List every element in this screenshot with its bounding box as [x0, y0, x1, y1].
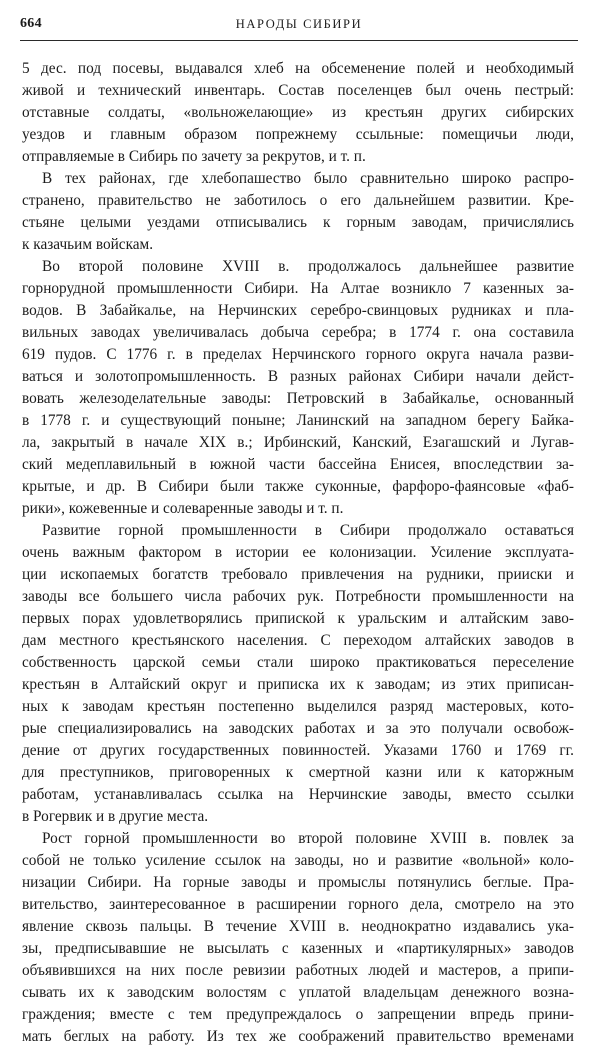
text-line: 619 пудов. С 1776 г. в пределах Нерчинского горного округа начала разви-	[22, 346, 574, 363]
text-line: стьяне целыми уездами отписывались к горным заводам, причислялись	[22, 214, 574, 231]
text-line: рые специализировались на заводских работах и за это получали освобож-	[22, 720, 574, 737]
text-line: в 1778 г. и существующий поныне; Ланинский на западном берегу Байка-	[22, 412, 574, 429]
text-line: мать беглых на работу. Из тех же соображений правительство временами	[22, 1028, 574, 1045]
text-line: Развитие горной промышленности в Сибири продолжало оставаться	[42, 522, 574, 539]
text-line: вительство, заинтересованное в расширении горного дела, смотрело на это	[22, 896, 574, 913]
text-line: крытые, и др. В Сибири были также суконные, фарфоро-фаянсовые «фаб-	[22, 478, 574, 495]
text-line: ский медеплавильный в южной части бассейна Енисея, впоследствии за-	[22, 456, 574, 473]
text-line: явление сквозь пальцы. В течение XVIII в. неоднократно издавались ука-	[22, 918, 574, 935]
text-line: для преступников, приговоренных к смертной казни или к каторжным	[22, 764, 574, 781]
page-header	[20, 14, 578, 41]
page-number: 664	[20, 16, 42, 31]
text-line: ваться и золотопромышленность. В разных районах Сибири начали дейст-	[22, 368, 574, 385]
text-line: вовать железоделательные заводы: Петровский в Забайкалье, основанный	[22, 390, 574, 407]
text-line: граждения; вместе с тем предупреждалось о запрещении впредь прини-	[22, 1006, 574, 1023]
text-line: к казачьим войскам.	[22, 236, 154, 253]
text-line: ции ископаемых богатств требовало привлечения на рудники, прииски и	[22, 566, 574, 583]
text-line: дение от других государственных повинностей. Указами 1760 и 1769 гг.	[22, 742, 574, 759]
paragraph	[22, 168, 574, 256]
body-text	[22, 58, 574, 1048]
text-line: объявившихся на них после ревизии работных людей и мастеров, а припи-	[22, 962, 574, 979]
text-line: живой и технический инвентарь. Состав поселенцев был очень пестрый:	[22, 82, 574, 99]
text-line: работам, устанавливалась ссылка на Нерчинские заводы, вместо ссылки	[22, 786, 574, 803]
text-line: первых порах удовлетворялись припиской к уральским и алтайским заво-	[22, 610, 574, 627]
text-line: очень важным фактором в истории ее колонизации. Усиление эксплуата-	[22, 544, 574, 561]
text-line: 5 дес. под посевы, выдавался хлеб на обсеменение полей и необходимый	[22, 60, 574, 77]
text-line: в Рогервик и в другие места.	[22, 808, 209, 825]
text-line: зы, предписывавшие не высылать с казенных и «партикулярных» заводов	[22, 940, 574, 957]
text-line: уездов и главным образом попрежнему ссыльные: помещичьи люди,	[22, 126, 574, 143]
text-line: ных к заводам крестьян постепенно выделился разряд мастеровых, кото-	[22, 698, 574, 715]
text-line: дам местного крестьянского населения. С переходом алтайских заводов в	[22, 632, 574, 649]
text-line: Рост горной промышленности во второй половине XVIII в. повлек за	[42, 830, 574, 847]
text-line: водов. В Забайкалье, на Нерчинских серебро-свинцовых рудниках и пла-	[22, 302, 574, 319]
paragraph	[22, 256, 574, 520]
text-line: горнорудной промышленности Сибири. На Алтае возникло 7 казенных за-	[22, 280, 574, 297]
text-line: ла, закрытый в начале XIX в.; Ирбинский, Канский, Езагашский и Лугав-	[22, 434, 574, 451]
paragraph	[22, 520, 574, 828]
text-line: отставные солдаты, «вольножелающие» из крестьян других сибирских	[22, 104, 574, 121]
running-title: НАРОДЫ СИБИРИ	[235, 17, 363, 31]
text-line: крестьян в Алтайский округ и приписка их к заводам; из этих приписан-	[22, 676, 574, 693]
paragraph	[22, 828, 574, 1048]
text-line: заводы все большего числа рабочих рук. Потребности промышленности на	[22, 588, 574, 605]
text-line: отправляемые в Сибирь по зачету за рекрутов, и т. п.	[22, 148, 366, 165]
text-line: собой не только усиление ссылок на заводы, но и развитие «вольной» коло-	[22, 852, 574, 869]
text-line: странено, правительство не заботилось о его дальнейшем развитии. Кре-	[22, 192, 574, 209]
text-line: вильных заводах увеличивалась добыча серебра; в 1774 г. она составила	[22, 324, 574, 341]
text-line: сывать их к заводским волостям с уплатой владельцам денежного возна-	[22, 984, 574, 1001]
paragraph	[22, 58, 574, 168]
text-line: В тех районах, где хлебопашество было сравнительно широко распро-	[42, 170, 574, 187]
text-line: низации Сибири. На горные заводы и промыслы потянулись беглые. Пра-	[22, 874, 574, 891]
text-line: рики», кожевенные и солеваренные заводы и т. п.	[22, 500, 344, 517]
text-line: собственность царской семьи стали широко практиковаться переселение	[22, 654, 574, 671]
text-line: Во второй половине XVIII в. продолжалось дальнейшее развитие	[42, 258, 574, 275]
